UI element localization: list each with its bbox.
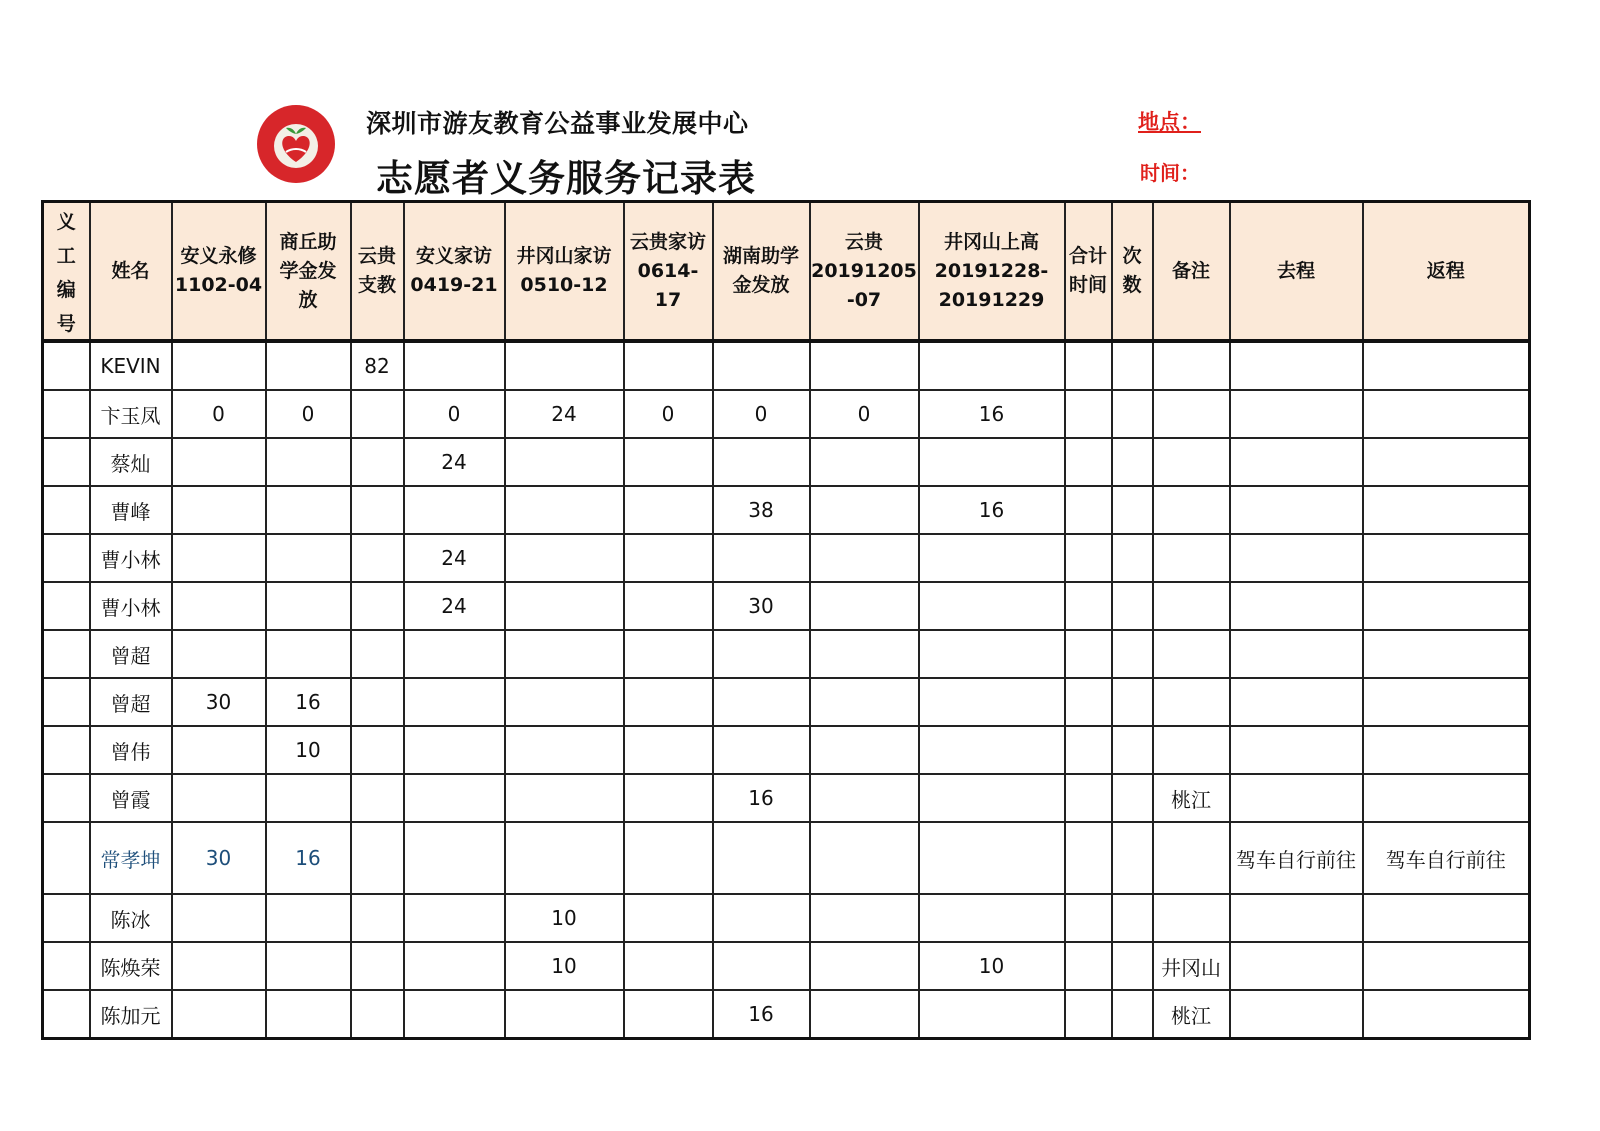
table-cell[interactable]: 0 bbox=[624, 390, 713, 438]
table-cell[interactable] bbox=[1230, 894, 1363, 942]
volunteer-service-table bbox=[41, 200, 1531, 1040]
table-cell[interactable]: 10 bbox=[505, 942, 624, 990]
table-cell[interactable]: 0 bbox=[404, 390, 505, 438]
column-header: 湖南助学 金发放 bbox=[713, 202, 810, 342]
table-cell[interactable] bbox=[919, 582, 1065, 630]
table-cell[interactable] bbox=[266, 942, 351, 990]
table-cell[interactable]: 10 bbox=[266, 726, 351, 774]
table-cell[interactable] bbox=[1153, 486, 1230, 534]
table-cell[interactable] bbox=[919, 678, 1065, 726]
table-cell[interactable] bbox=[713, 942, 810, 990]
table-cell[interactable]: 桃江 bbox=[1153, 774, 1230, 822]
table-cell[interactable] bbox=[404, 678, 505, 726]
table-cell[interactable] bbox=[505, 774, 624, 822]
table-cell[interactable] bbox=[1065, 390, 1112, 438]
column-header: 井冈山上高 20191228- 20191229 bbox=[919, 202, 1065, 342]
table-cell[interactable]: 井冈山 bbox=[1153, 942, 1230, 990]
table-cell[interactable] bbox=[810, 726, 919, 774]
table-cell[interactable] bbox=[1065, 534, 1112, 582]
column-header: 次 数 bbox=[1112, 202, 1153, 342]
table-cell[interactable] bbox=[1065, 678, 1112, 726]
volunteer-name-cell[interactable]: 曾伟 bbox=[90, 726, 172, 774]
table-cell[interactable] bbox=[172, 990, 266, 1039]
table-cell[interactable] bbox=[1065, 942, 1112, 990]
table-row bbox=[43, 438, 1530, 486]
table-cell[interactable]: 24 bbox=[404, 534, 505, 582]
column-header bbox=[43, 202, 90, 342]
table-cell[interactable] bbox=[172, 486, 266, 534]
table-cell[interactable] bbox=[810, 990, 919, 1039]
table-cell[interactable] bbox=[351, 822, 404, 894]
table-cell[interactable] bbox=[172, 341, 266, 390]
table-row bbox=[43, 822, 1530, 894]
table-cell[interactable] bbox=[1065, 726, 1112, 774]
table-cell[interactable]: 10 bbox=[919, 942, 1065, 990]
table-row bbox=[43, 894, 1530, 942]
table-cell[interactable]: 16 bbox=[266, 822, 351, 894]
table-cell[interactable] bbox=[1153, 341, 1230, 390]
table-cell[interactable] bbox=[1363, 894, 1530, 942]
table-cell[interactable] bbox=[351, 534, 404, 582]
table-cell[interactable] bbox=[351, 630, 404, 678]
table-cell[interactable] bbox=[1230, 678, 1363, 726]
table-cell[interactable] bbox=[351, 582, 404, 630]
column-header-char: 编 bbox=[56, 279, 76, 301]
table-cell[interactable] bbox=[1363, 582, 1530, 630]
table-cell[interactable] bbox=[1153, 390, 1230, 438]
table-cell[interactable] bbox=[1065, 486, 1112, 534]
table-cell[interactable] bbox=[1363, 630, 1530, 678]
column-header: 安义家访 0419-21 bbox=[404, 202, 505, 342]
table-cell[interactable] bbox=[1153, 678, 1230, 726]
table-cell[interactable] bbox=[1153, 534, 1230, 582]
table-cell[interactable] bbox=[43, 486, 90, 534]
table-cell[interactable]: 16 bbox=[713, 990, 810, 1039]
table-cell[interactable] bbox=[351, 390, 404, 438]
table-cell[interactable] bbox=[1112, 582, 1153, 630]
table-cell[interactable] bbox=[404, 774, 505, 822]
table-body bbox=[43, 341, 1530, 1039]
table-cell[interactable] bbox=[1363, 486, 1530, 534]
table-cell[interactable] bbox=[266, 534, 351, 582]
table-cell[interactable] bbox=[351, 438, 404, 486]
table-cell[interactable] bbox=[351, 726, 404, 774]
table-cell[interactable] bbox=[919, 341, 1065, 390]
table-cell[interactable] bbox=[713, 726, 810, 774]
table-cell[interactable] bbox=[43, 990, 90, 1039]
table-cell[interactable] bbox=[505, 726, 624, 774]
table-cell[interactable]: 16 bbox=[919, 486, 1065, 534]
table-cell[interactable] bbox=[1065, 341, 1112, 390]
table-cell[interactable] bbox=[1230, 990, 1363, 1039]
table-cell[interactable] bbox=[624, 822, 713, 894]
table-cell[interactable] bbox=[43, 582, 90, 630]
table-cell[interactable] bbox=[624, 582, 713, 630]
table-cell[interactable] bbox=[713, 894, 810, 942]
table-cell[interactable] bbox=[351, 486, 404, 534]
table-cell[interactable] bbox=[351, 774, 404, 822]
table-cell[interactable] bbox=[1112, 990, 1153, 1039]
volunteer-name-cell[interactable]: 蔡灿 bbox=[90, 438, 172, 486]
table-cell[interactable] bbox=[624, 341, 713, 390]
table-cell[interactable]: 驾车自行前往 bbox=[1230, 822, 1363, 894]
table-cell[interactable] bbox=[43, 390, 90, 438]
table-cell[interactable] bbox=[351, 894, 404, 942]
time-label: 时间： bbox=[1140, 161, 1200, 185]
table-cell[interactable] bbox=[404, 822, 505, 894]
table-cell[interactable]: 桃江 bbox=[1153, 990, 1230, 1039]
table-cell[interactable] bbox=[43, 942, 90, 990]
table-cell[interactable] bbox=[1065, 630, 1112, 678]
table-cell[interactable] bbox=[1230, 341, 1363, 390]
location-label: 地点： bbox=[1138, 110, 1201, 134]
table-cell[interactable] bbox=[1230, 534, 1363, 582]
table-row bbox=[43, 582, 1530, 630]
table-cell[interactable]: 16 bbox=[919, 390, 1065, 438]
volunteer-name-cell[interactable]: 曹小林 bbox=[90, 534, 172, 582]
table-cell[interactable] bbox=[713, 341, 810, 390]
table-cell[interactable] bbox=[1065, 990, 1112, 1039]
table-cell[interactable] bbox=[810, 582, 919, 630]
table-cell[interactable]: 24 bbox=[505, 390, 624, 438]
table-row bbox=[43, 726, 1530, 774]
table-cell[interactable] bbox=[505, 534, 624, 582]
table-cell[interactable] bbox=[1230, 582, 1363, 630]
volunteer-name-cell[interactable]: 曾超 bbox=[90, 678, 172, 726]
table-cell[interactable] bbox=[172, 582, 266, 630]
table-cell[interactable] bbox=[810, 942, 919, 990]
volunteer-name-cell[interactable]: 曹峰 bbox=[90, 486, 172, 534]
column-header-char: 义 bbox=[56, 211, 76, 233]
table-cell[interactable] bbox=[1363, 942, 1530, 990]
form-title: 志愿者义务服务记录表 bbox=[376, 157, 756, 200]
table-cell[interactable] bbox=[505, 486, 624, 534]
table-cell[interactable] bbox=[505, 990, 624, 1039]
table-cell[interactable] bbox=[624, 678, 713, 726]
table-header-row bbox=[43, 202, 1530, 342]
table-row bbox=[43, 486, 1530, 534]
table-cell[interactable] bbox=[351, 678, 404, 726]
table-cell[interactable] bbox=[713, 534, 810, 582]
table-cell[interactable] bbox=[404, 942, 505, 990]
table-cell[interactable] bbox=[266, 438, 351, 486]
table-cell[interactable] bbox=[172, 534, 266, 582]
table-row bbox=[43, 990, 1530, 1039]
table-cell[interactable] bbox=[43, 678, 90, 726]
volunteer-name-cell[interactable]: 曾霞 bbox=[90, 774, 172, 822]
table-cell[interactable] bbox=[505, 438, 624, 486]
table-row bbox=[43, 678, 1530, 726]
table-cell[interactable] bbox=[43, 341, 90, 390]
table-cell[interactable] bbox=[810, 774, 919, 822]
table-cell[interactable] bbox=[351, 990, 404, 1039]
table-cell[interactable] bbox=[505, 582, 624, 630]
table-cell[interactable] bbox=[1153, 726, 1230, 774]
column-header-char: 工 bbox=[56, 245, 76, 267]
table-cell[interactable] bbox=[1112, 942, 1153, 990]
table-cell[interactable] bbox=[1153, 438, 1230, 486]
table-cell[interactable] bbox=[624, 438, 713, 486]
volunteer-name-cell[interactable]: 卞玉凤 bbox=[90, 390, 172, 438]
table-cell[interactable] bbox=[919, 822, 1065, 894]
table-cell[interactable]: 0 bbox=[810, 390, 919, 438]
volunteer-name-cell[interactable]: 曾超 bbox=[90, 630, 172, 678]
table-cell[interactable] bbox=[810, 678, 919, 726]
table-cell[interactable] bbox=[1153, 822, 1230, 894]
organization-name: 深圳市游友教育公益事业发展中心 bbox=[366, 109, 749, 138]
table-cell[interactable] bbox=[172, 942, 266, 990]
table-cell[interactable] bbox=[810, 341, 919, 390]
table-cell[interactable] bbox=[1363, 534, 1530, 582]
table-cell[interactable] bbox=[624, 726, 713, 774]
table-cell[interactable] bbox=[172, 438, 266, 486]
table-row bbox=[43, 534, 1530, 582]
table-cell[interactable] bbox=[43, 774, 90, 822]
table-row bbox=[43, 390, 1530, 438]
table-cell[interactable] bbox=[919, 534, 1065, 582]
column-header: 姓名 bbox=[90, 202, 172, 342]
column-header: 云贵 支教 bbox=[351, 202, 404, 342]
column-header: 合计 时间 bbox=[1065, 202, 1112, 342]
table-cell[interactable]: 0 bbox=[266, 390, 351, 438]
table-cell[interactable] bbox=[43, 822, 90, 894]
volunteer-name-cell[interactable]: 陈加元 bbox=[90, 990, 172, 1039]
column-header-char: 号 bbox=[56, 313, 76, 335]
table-cell[interactable] bbox=[404, 894, 505, 942]
column-header: 井冈山家访 0510-12 bbox=[505, 202, 624, 342]
table-cell[interactable] bbox=[1363, 726, 1530, 774]
table-cell[interactable] bbox=[404, 630, 505, 678]
table-cell[interactable] bbox=[1230, 438, 1363, 486]
table-cell[interactable] bbox=[505, 822, 624, 894]
table-cell[interactable] bbox=[919, 438, 1065, 486]
table-cell[interactable] bbox=[404, 341, 505, 390]
table-cell[interactable]: 24 bbox=[404, 438, 505, 486]
table-cell[interactable] bbox=[919, 630, 1065, 678]
table-row bbox=[43, 630, 1530, 678]
table-cell[interactable] bbox=[266, 894, 351, 942]
table-cell[interactable] bbox=[351, 942, 404, 990]
table-cell[interactable] bbox=[266, 774, 351, 822]
table-cell[interactable] bbox=[1153, 630, 1230, 678]
table-cell[interactable] bbox=[810, 438, 919, 486]
table-cell[interactable] bbox=[1230, 774, 1363, 822]
table-cell[interactable] bbox=[1230, 390, 1363, 438]
table-cell[interactable] bbox=[1363, 438, 1530, 486]
table-cell[interactable] bbox=[1230, 942, 1363, 990]
table-cell[interactable]: 30 bbox=[713, 582, 810, 630]
table-cell[interactable] bbox=[810, 486, 919, 534]
table-cell[interactable] bbox=[43, 630, 90, 678]
table-cell[interactable] bbox=[810, 894, 919, 942]
location-field[interactable] bbox=[1138, 106, 1223, 136]
table-cell[interactable] bbox=[624, 774, 713, 822]
table-cell[interactable] bbox=[919, 894, 1065, 942]
column-header: 去程 bbox=[1230, 202, 1363, 342]
table-cell[interactable] bbox=[624, 942, 713, 990]
table-cell[interactable]: 24 bbox=[404, 582, 505, 630]
table-cell[interactable] bbox=[43, 726, 90, 774]
table-cell[interactable] bbox=[1065, 822, 1112, 894]
table-cell[interactable]: 10 bbox=[505, 894, 624, 942]
table-cell[interactable]: 16 bbox=[713, 774, 810, 822]
volunteer-name-cell[interactable]: 常孝坤 bbox=[90, 822, 172, 894]
table-cell[interactable]: 0 bbox=[713, 390, 810, 438]
table-cell[interactable] bbox=[1153, 894, 1230, 942]
table-cell[interactable] bbox=[404, 726, 505, 774]
table-cell[interactable] bbox=[404, 486, 505, 534]
table-cell[interactable] bbox=[1230, 486, 1363, 534]
column-header: 备注 bbox=[1153, 202, 1230, 342]
table-cell[interactable] bbox=[810, 630, 919, 678]
table-cell[interactable] bbox=[505, 341, 624, 390]
table-row bbox=[43, 341, 1530, 390]
organization-logo bbox=[256, 104, 336, 184]
table-cell[interactable] bbox=[1112, 486, 1153, 534]
table-cell[interactable] bbox=[919, 990, 1065, 1039]
table-cell[interactable] bbox=[172, 726, 266, 774]
column-header: 云贵家访 0614- 17 bbox=[624, 202, 713, 342]
table-cell[interactable] bbox=[713, 678, 810, 726]
table-cell[interactable] bbox=[1112, 774, 1153, 822]
table-cell[interactable]: 30 bbox=[172, 822, 266, 894]
table-cell[interactable] bbox=[1112, 534, 1153, 582]
table-cell[interactable] bbox=[624, 534, 713, 582]
table-cell[interactable] bbox=[172, 630, 266, 678]
table-cell[interactable] bbox=[1112, 678, 1153, 726]
table-cell[interactable] bbox=[172, 774, 266, 822]
table-cell[interactable] bbox=[1112, 894, 1153, 942]
column-header: 云贵 20191205 -07 bbox=[810, 202, 919, 342]
table-row bbox=[43, 942, 1530, 990]
table-cell[interactable] bbox=[1065, 582, 1112, 630]
column-header: 商丘助 学金发 放 bbox=[266, 202, 351, 342]
table-cell[interactable] bbox=[1230, 726, 1363, 774]
table-cell[interactable] bbox=[266, 582, 351, 630]
table-cell[interactable] bbox=[1112, 438, 1153, 486]
table-row bbox=[43, 774, 1530, 822]
table-cell[interactable] bbox=[266, 341, 351, 390]
table-cell[interactable] bbox=[919, 726, 1065, 774]
table-cell[interactable] bbox=[1363, 678, 1530, 726]
table-cell[interactable] bbox=[266, 486, 351, 534]
table-cell[interactable] bbox=[1153, 582, 1230, 630]
table-cell[interactable] bbox=[1363, 990, 1530, 1039]
table-cell[interactable]: 驾车自行前往 bbox=[1363, 822, 1530, 894]
table-cell[interactable] bbox=[810, 822, 919, 894]
table-cell[interactable] bbox=[1230, 630, 1363, 678]
table-cell[interactable] bbox=[43, 438, 90, 486]
table-cell[interactable] bbox=[1363, 390, 1530, 438]
table-cell[interactable] bbox=[810, 534, 919, 582]
table-cell[interactable] bbox=[1065, 438, 1112, 486]
volunteer-name-cell[interactable]: 陈冰 bbox=[90, 894, 172, 942]
table-cell[interactable] bbox=[1112, 630, 1153, 678]
table-cell[interactable] bbox=[713, 822, 810, 894]
table-cell[interactable] bbox=[1112, 726, 1153, 774]
table-cell[interactable] bbox=[266, 630, 351, 678]
volunteer-name-cell[interactable]: 陈焕荣 bbox=[90, 942, 172, 990]
table-cell[interactable]: 82 bbox=[351, 341, 404, 390]
table-cell[interactable] bbox=[1363, 774, 1530, 822]
volunteer-name-cell[interactable]: KEVIN bbox=[90, 341, 172, 390]
table-cell[interactable] bbox=[404, 990, 505, 1039]
column-header: 返程 bbox=[1363, 202, 1530, 342]
table-cell[interactable] bbox=[43, 534, 90, 582]
table-cell[interactable] bbox=[1065, 894, 1112, 942]
table-cell[interactable] bbox=[43, 894, 90, 942]
table-cell[interactable]: 0 bbox=[172, 390, 266, 438]
table-cell[interactable] bbox=[624, 630, 713, 678]
table-cell[interactable] bbox=[1112, 390, 1153, 438]
table-cell[interactable] bbox=[713, 630, 810, 678]
table-cell[interactable] bbox=[505, 678, 624, 726]
table-cell[interactable] bbox=[713, 438, 810, 486]
table-cell[interactable]: 38 bbox=[713, 486, 810, 534]
table-cell[interactable] bbox=[172, 894, 266, 942]
table-cell[interactable] bbox=[1065, 774, 1112, 822]
table-cell[interactable] bbox=[505, 630, 624, 678]
table-cell[interactable] bbox=[624, 894, 713, 942]
table-cell[interactable] bbox=[1112, 341, 1153, 390]
table-cell[interactable] bbox=[1363, 341, 1530, 390]
volunteer-name-cell[interactable]: 曹小林 bbox=[90, 582, 172, 630]
column-header: 安义永修 1102-04 bbox=[172, 202, 266, 342]
table-cell[interactable] bbox=[624, 990, 713, 1039]
table-cell[interactable] bbox=[919, 774, 1065, 822]
table-cell[interactable] bbox=[624, 486, 713, 534]
table-cell[interactable] bbox=[1112, 822, 1153, 894]
table-cell[interactable]: 30 bbox=[172, 678, 266, 726]
table-cell[interactable] bbox=[266, 990, 351, 1039]
table-cell[interactable]: 16 bbox=[266, 678, 351, 726]
